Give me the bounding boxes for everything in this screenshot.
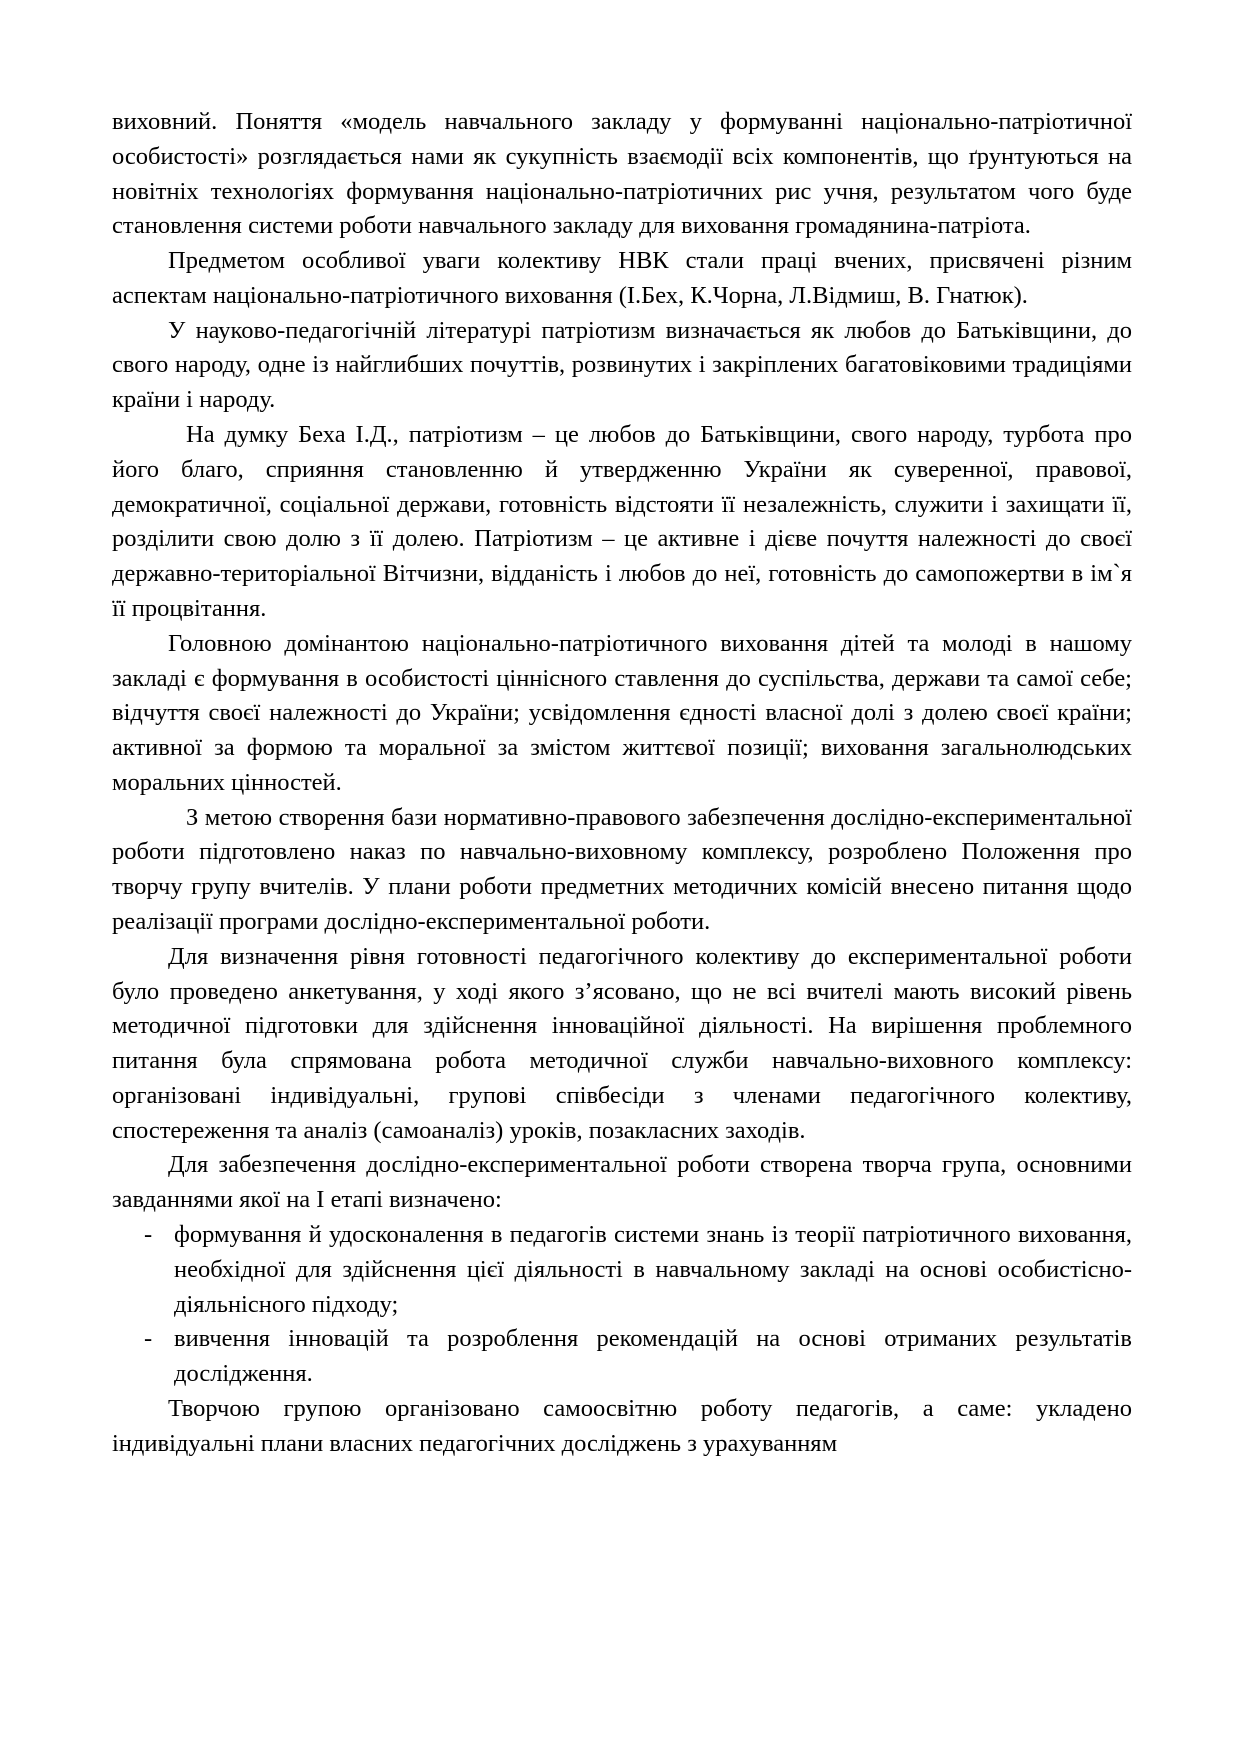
paragraph-2: Предметом особливої уваги колективу НВК стали праці вчених, присвячені різним аспектам національно-патріотичного виховання (І.Бех, К.Чорна, Л.Відмиш, В. Гнатюк). [112, 247, 1132, 309]
list-item-text: формування й удосконалення в педагогів системи знань із теорії патріотичного виховання, необхідної для здійснення цієї діяльності в навчальному закладі на основі особистісно-діяльнісного підходу; [174, 1221, 1132, 1318]
list-item-text: вивчення інновацій та розроблення рекомендацій на основі отриманих результатів дослідження. [174, 1325, 1132, 1388]
paragraph-4: На думку Беха І.Д., патріотизм – це любов до Батьківщини, свого народу, турбота про його благо, сприяння становленню й утвердженню України як суверенної, правової, демократичної, соціальної держави, готовність відстояти її незалежність, служити і захищати її, розділити свою долю з її долею. Патріотизм – це активне і дієве почуття належності до своєї державно-територіальної Вітчизни, відданість і любов до неї, готовність до самопожертви в ім`я її процвітання. [112, 421, 1132, 622]
paragraph-1: виховний. Поняття «модель навчального закладу у формуванні національно-патріотичної особистості» розглядається нами як сукупність взаємодії всіх компонентів, що ґрунтуються на новітніх технологіях формування національно-патріотичних рис учня, результатом чого буде становлення системи роботи навчального закладу для виховання громадянина-патріота. [112, 108, 1132, 240]
paragraph-3: У науково-педагогічній літературі патріотизм визначається як любов до Батьківщини, до свого народу, одне із найглибших почуттів, розвинутих і закріплених багатовіковими традиціями країни і народу. [112, 316, 1132, 414]
list-item [112, 1218, 1132, 1322]
paragraph-6: З метою створення бази нормативно-правового забезпечення дослідно-експериментальної роботи підготовлено наказ по навчально-виховному комплексу, розроблено Положення про творчу групу вчителів. У плани роботи предметних методичних комісій внесено питання щодо реалізації програми дослідно-експериментальної роботи. [112, 803, 1132, 935]
bullet-dash-marker: - [144, 1325, 153, 1353]
bullet-dash-marker: - [144, 1221, 153, 1248]
paragraph-5: Головною домінантою національно-патріотичного виховання дітей та молоді в нашому закладі є формування в особистості ціннісного ставлення до суспільства, держави та самої себе; відчуття своєї належності до України; усвідомлення єдності власної долі з долею своєї країни; активної за формою та моральної за змістом життєвої позиції; виховання загальнолюдських моральних цінностей. [112, 629, 1132, 796]
document-body [112, 105, 1132, 1461]
paragraph-8: Для забезпечення дослідно-експериментальної роботи створена творча група, основними завданнями якої на І етапі визначено: [112, 1151, 1132, 1214]
list-item [112, 1322, 1132, 1392]
task-list [112, 1218, 1132, 1392]
paragraph-9: Творчою групою організовано самоосвітню роботу педагогів, а саме: укладено індивідуальні плани власних педагогічних досліджень з урахуванням [112, 1394, 1132, 1457]
paragraph-7: Для визначення рівня готовності педагогічного колективу до експериментальної роботи було проведено анкетування, у ході якого з’ясовано, що не всі вчителі мають високий рівень методичної підготовки для здійснення інноваційної діяльності. На вирішення проблемного питання була спрямована робота методичної служби навчально-виховного комплексу: організовані індивідуальні, групові співбесіди з членами педагогічного колективу, спостереження та аналіз (самоаналіз) уроків, позакласних заходів. [112, 942, 1132, 1144]
